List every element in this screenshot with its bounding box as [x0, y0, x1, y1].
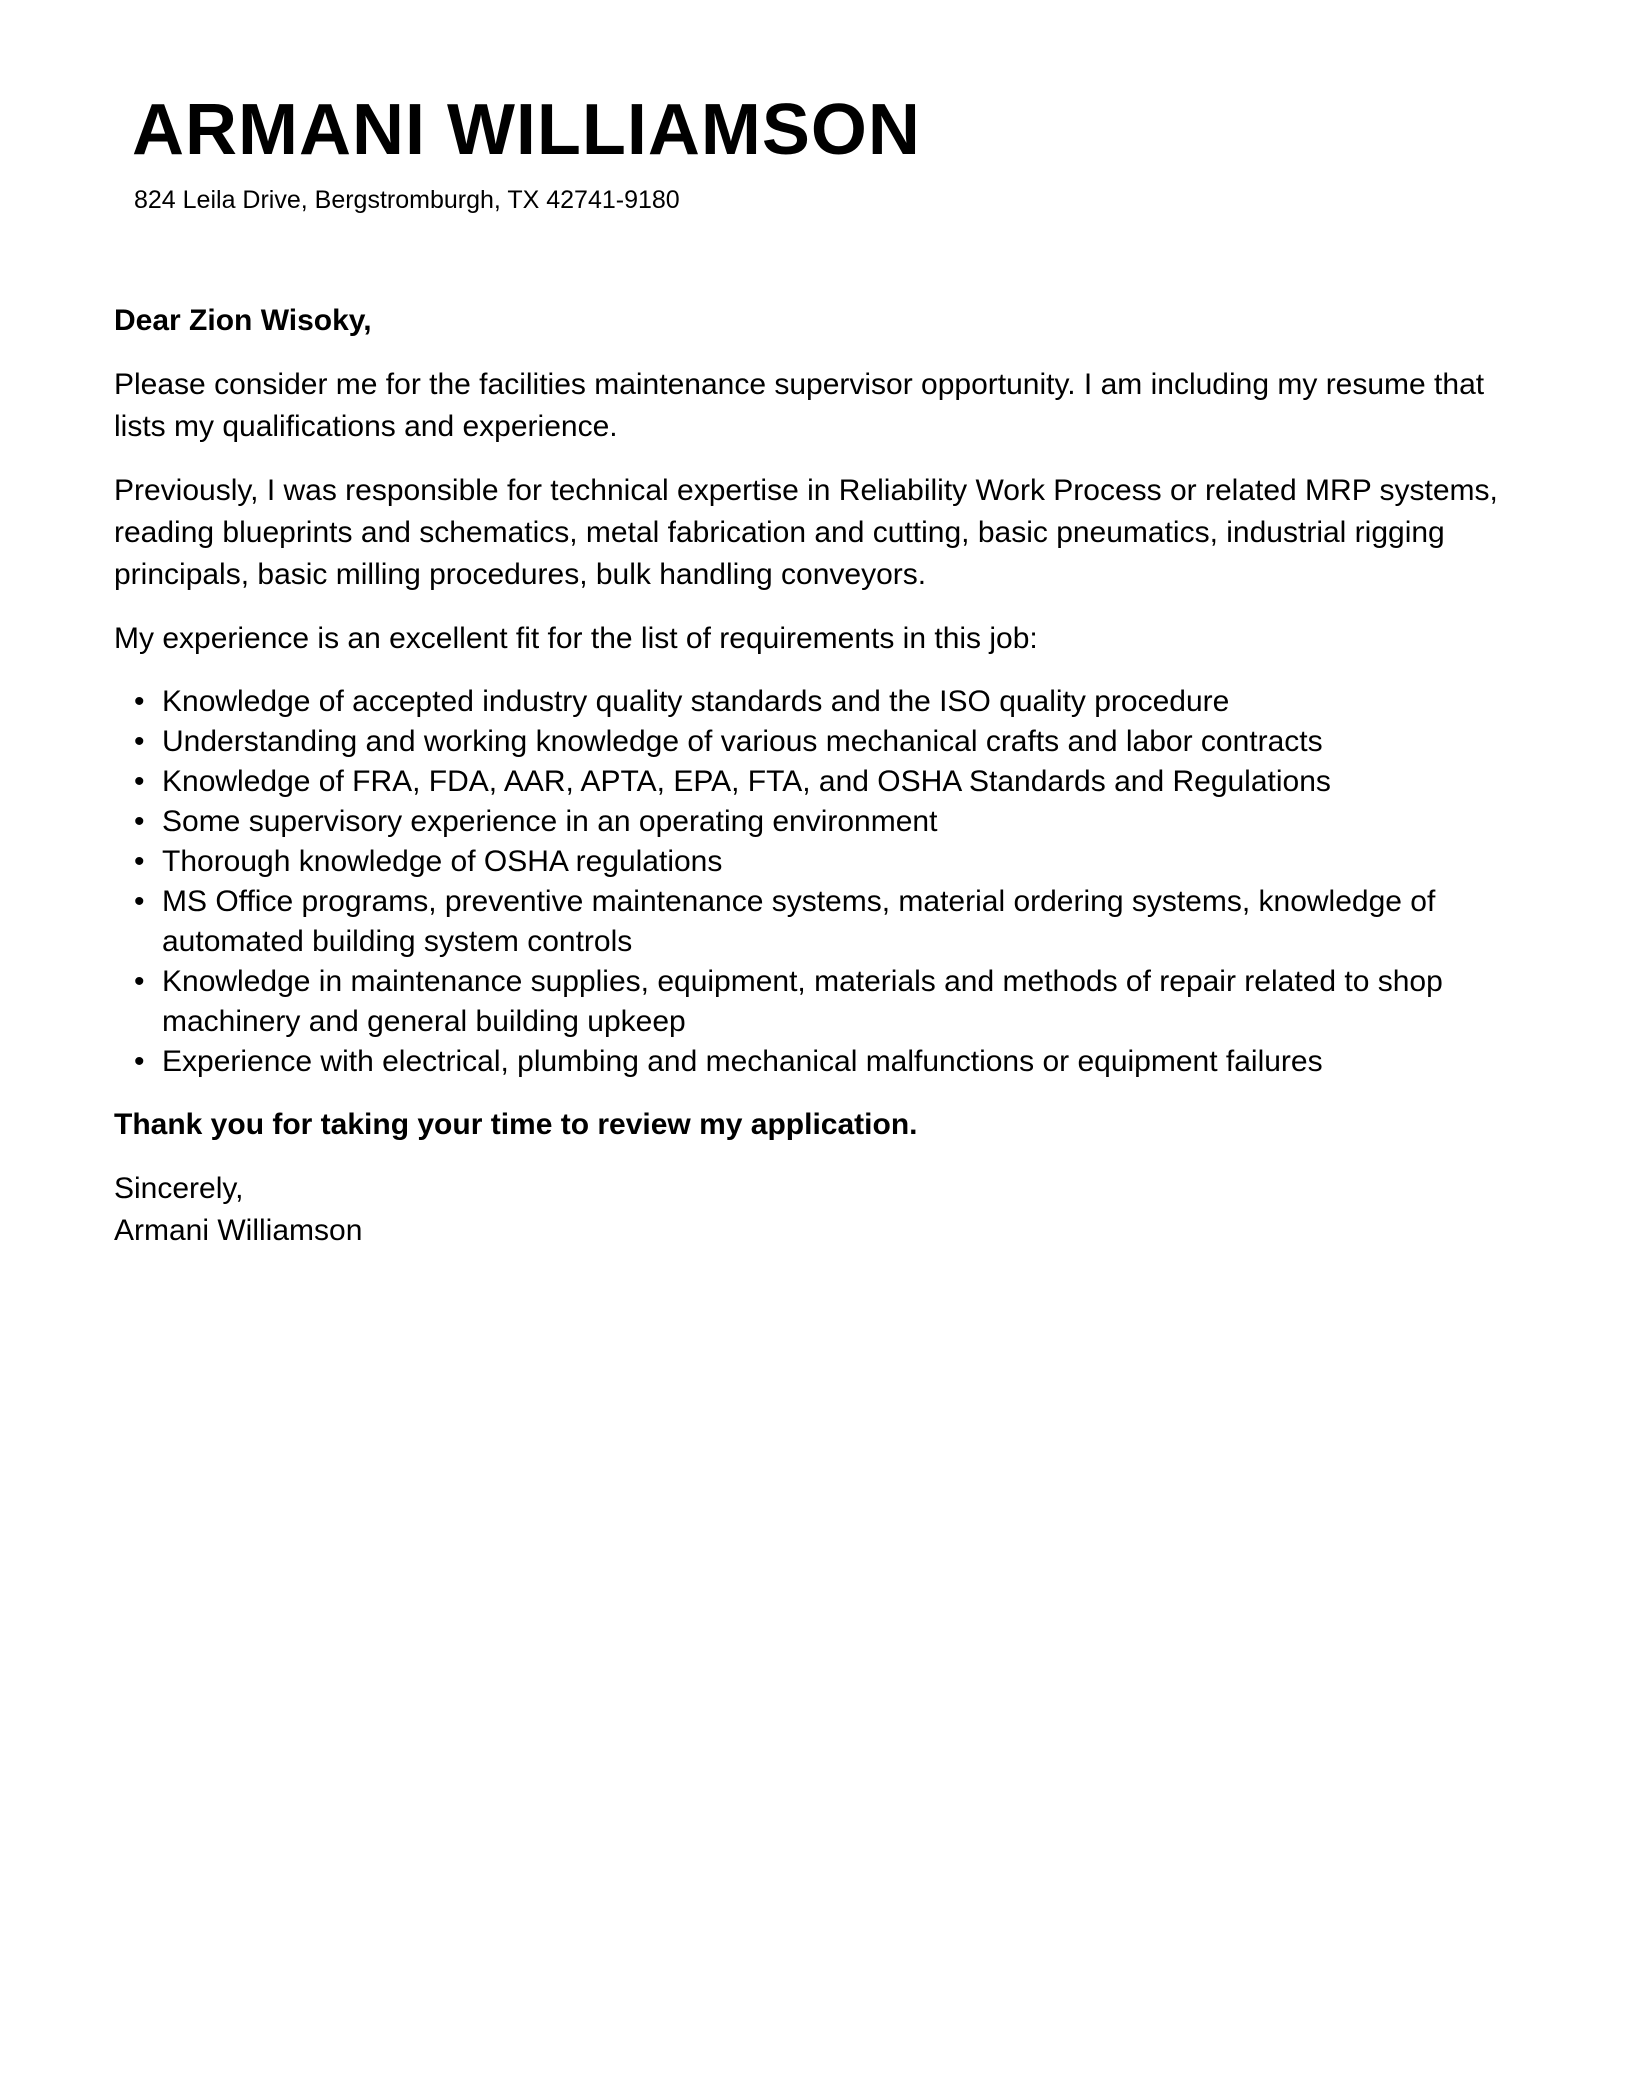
- salutation: Dear Zion Wisoky,: [114, 304, 372, 337]
- applicant-address: 824 Leila Drive, Bergstromburgh, TX 42741-9180: [134, 186, 680, 214]
- paragraph-requirements-intro: My experience is an excellent fit for the list of requirements in this job:: [114, 622, 1038, 655]
- list-item: • Some supervisory experience in an operating environment: [162, 802, 1514, 842]
- signature: Armani Williamson: [114, 1214, 363, 1247]
- list-item: • Thorough knowledge of OSHA regulations: [162, 842, 1514, 882]
- letter-header: [132, 88, 1532, 216]
- list-item: • MS Office programs, preventive maintenance systems, material ordering systems, knowledge of automated building system controls: [162, 882, 1514, 962]
- closing: Sincerely,: [114, 1172, 244, 1205]
- list-item: • Experience with electrical, plumbing and mechanical malfunctions or equipment failures: [162, 1042, 1514, 1082]
- list-item: • Knowledge of accepted industry quality standards and the ISO quality procedure: [162, 682, 1514, 722]
- list-item: • Knowledge of FRA, FDA, AAR, APTA, EPA, FTA, and OSHA Standards and Regulations: [162, 762, 1514, 802]
- thank-you-line: Thank you for taking your time to review my application.: [114, 1108, 918, 1141]
- list-item: • Understanding and working knowledge of various mechanical crafts and labor contracts: [162, 722, 1514, 762]
- paragraph-intro: Please consider me for the facilities maintenance supervisor opportunity. I am including my resume that lists my qualifications and experience.: [114, 368, 1485, 443]
- applicant-name: ARMANI WILLIAMSON: [132, 90, 921, 170]
- paragraph-experience: Previously, I was responsible for technical expertise in Reliability Work Process or related MRP systems, reading blueprints and schematics, metal fabrication and cutting, basic pneumatics, industrial rigging principals, basic milling procedures, bulk handling conveyors.: [114, 474, 1498, 591]
- requirements-list: [114, 682, 1514, 1082]
- list-item: • Knowledge in maintenance supplies, equipment, materials and methods of repair related to shop machinery and general building upkeep: [162, 962, 1514, 1042]
- letter-body: [114, 300, 1514, 1252]
